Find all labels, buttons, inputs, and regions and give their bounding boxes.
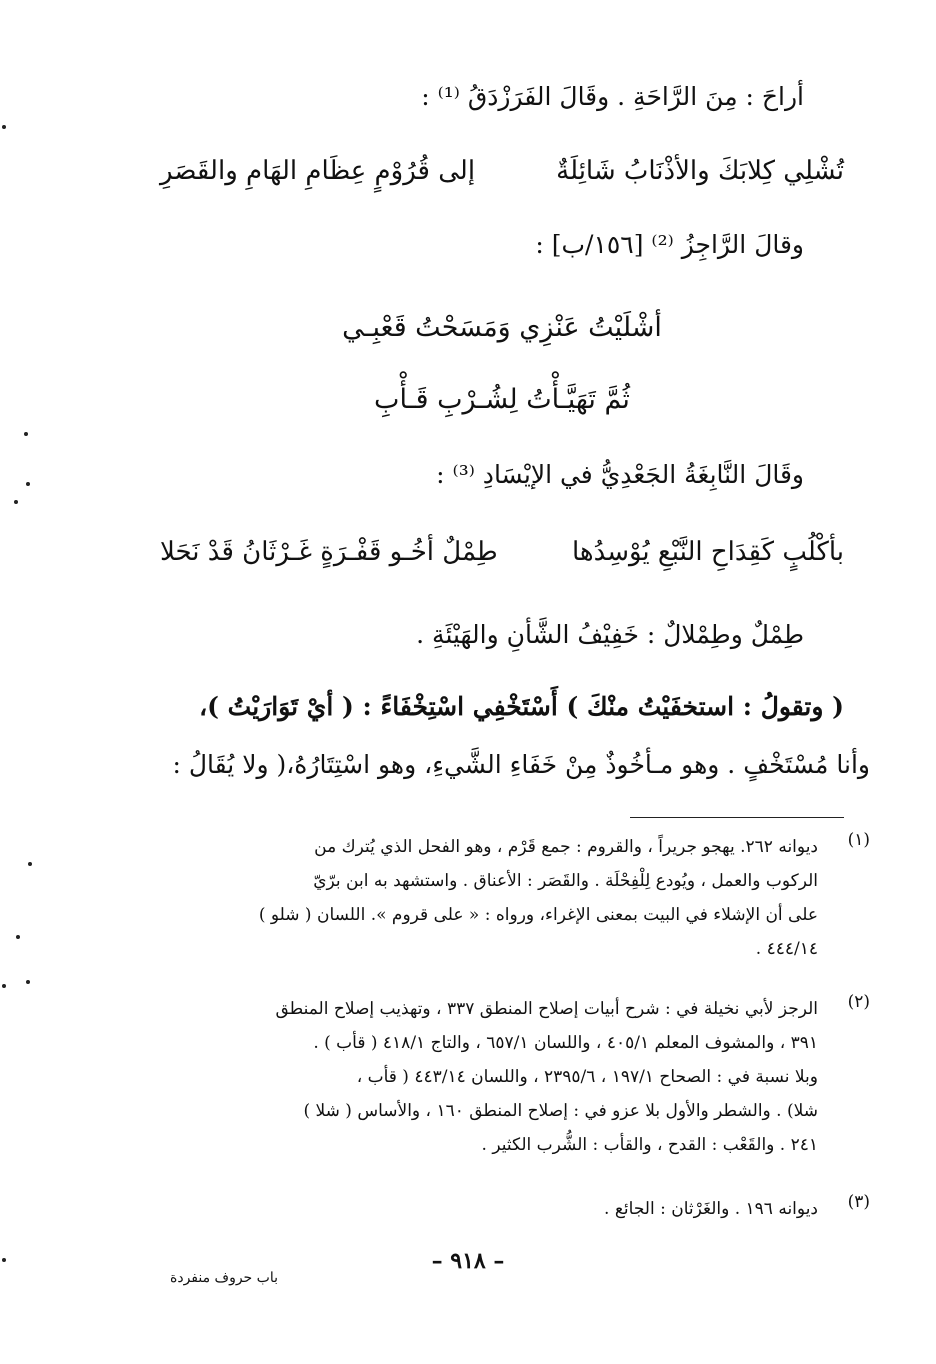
scan-speck — [28, 862, 32, 866]
verse-second-hemistich: طِمْلٌ أخُـو قَفْـرَةٍ غَـرْثَانُ قَدْ نَحَلا — [160, 537, 498, 567]
footnote-separator — [630, 817, 844, 818]
rajaz-line-1: أشْلَيْتُ عَنْزِي وَمَسَحْتُ قَعْبِـي — [342, 312, 662, 343]
footnote-body — [160, 830, 818, 966]
footnote-line: على أن الإشلاء في البيت بمعنى الإغراء، ورواه : « على قروم ». اللسان ( شلو ) — [258, 905, 818, 925]
verse-nabigha — [160, 537, 844, 583]
text-line-1: أراحَ : مِنَ الرَّاحَةِ . وقَالَ الفَرَزْدَقُ ⁽¹⁾ : — [421, 82, 804, 111]
footnote-line: ديوانه ١٩٦ . والغَرْثان : الجائع . — [604, 1199, 818, 1219]
verse-first-hemistich: بأكْلُبٍ كَقِدَاحِ النَّبْعِ يُوْسِدُها — [571, 537, 844, 567]
footnote-line: ٤٤٤/١٤ . — [755, 939, 818, 959]
scan-speck — [2, 984, 6, 988]
scan-speck — [26, 482, 30, 486]
text-line-9: ( وتقولُ : استخفَيْتُ منْكَ ) أَسْتَخْفِي اسْتِخْفَاءً : ( أيْ تَوَارَيْتُ )، — [199, 692, 844, 721]
text-line-6: وقَالَ النَّابِغَةُ الجَعْدِيُّ في الإيْسَادِ ⁽³⁾ : — [436, 460, 804, 489]
scan-speck — [2, 1258, 6, 1262]
footnote-line: شلا) . والشطر والأول بلا عزو في : إصلاح المنطق ١٦٠ ، والأساس ( شلا ) — [303, 1101, 818, 1121]
chapter-title: باب حروف منفردة — [170, 1270, 278, 1286]
verse-fazazdaq — [160, 156, 844, 202]
footnote-1 — [160, 830, 870, 980]
scan-speck — [14, 500, 18, 504]
verse-second-hemistich: إلى قُرُوْمٍ عِظَامِ الهَامِ والقَصَرِ — [160, 156, 476, 186]
text-line-10: وأنا مُسْتَخْفٍ . وهو مـأخُوذٌ مِنْ خَفَاءِ الشَّيءِ، وهو اسْتِتَارُهُ،( ولا يُقَالُ : — [172, 750, 870, 779]
scan-speck — [26, 980, 30, 984]
footnote-body — [160, 992, 818, 1162]
footnote-3 — [160, 1192, 870, 1228]
footnote-2 — [160, 992, 870, 1182]
footnote-body — [160, 1192, 818, 1226]
text-line-3: وقالَ الرَّاجِزُ ⁽²⁾ [١٥٦/ب] : — [535, 230, 804, 259]
text-line-8: طِمْلٌ وطِمْلالٌ : خَفِيْفُ الشَّأنِ والهَيْئَةِ . — [416, 620, 804, 649]
footnote-line: ٢٤١ . والقَعْب : القدح ، والقأب : الشُّرب الكثير . — [481, 1135, 818, 1155]
verse-first-hemistich: تُشْلِي كِلابَكَ والأذْنَابُ شَائِلَةٌ — [556, 156, 844, 186]
footnote-line: الركوب والعمل ، ويُودع لِلْفِحْلَة . والقَصَر : الأعناق . واستشهد به ابن برّيّ — [313, 871, 818, 891]
footnote-number: (٣) — [847, 1192, 870, 1212]
footnote-line: ٣٩١ ، والمشوف المعلم ٤٠٥/١ ، واللسان ٦٥٧/١ ، والتاج ٤١٨/١ ( قأب ) . — [313, 1033, 818, 1053]
footnote-line: ديوانه ٢٦٢. يهجو جريراً ، والقروم : جمع قَرْم ، وهو الفحل الذي يُترك من — [314, 837, 818, 857]
scan-speck — [2, 125, 6, 129]
page-number: – ٩١٨ – — [431, 1248, 505, 1274]
scan-speck — [24, 432, 28, 436]
footnote-number: (١) — [847, 830, 870, 850]
rajaz-line-2: ثُمَّ تَهَيَّـأْتُ لِشُـرْبِ قَـأْبِ — [374, 384, 630, 415]
footnote-line: الرجز لأبي نخيلة في : شرح أبيات إصلاح المنطق ٣٣٧ ، وتهذيب إصلاح المنطق — [275, 999, 818, 1019]
scan-speck — [16, 935, 20, 939]
footnote-line: وبلا نسبة في : الصحاح ١٩٧/١ ، ٢٣٩٥/٦ ، واللسان ٤٤٣/١٤ ( قأب ، — [356, 1067, 818, 1087]
footnote-number: (٢) — [847, 992, 870, 1012]
